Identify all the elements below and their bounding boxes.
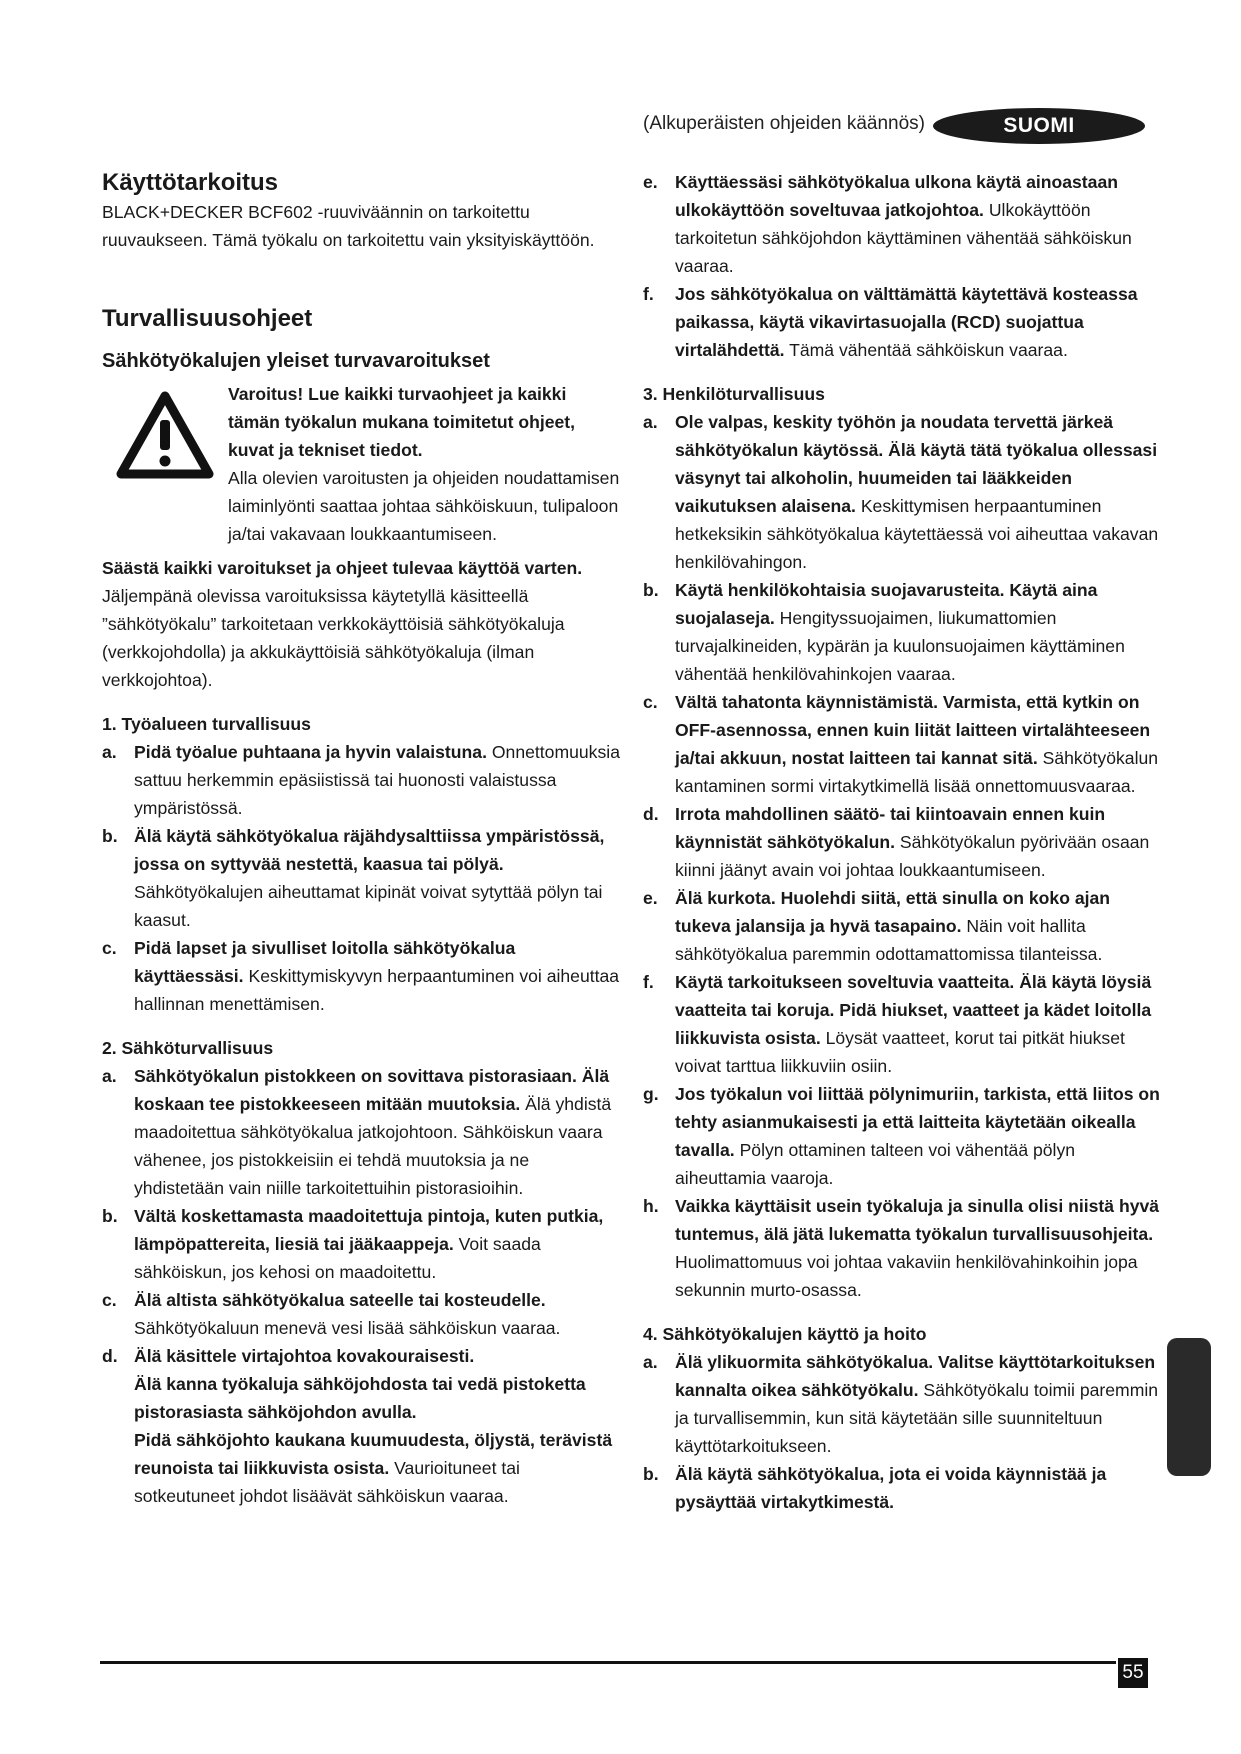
list-item <box>643 884 1163 968</box>
section-4-title: 4. Sähkötyökalujen käyttö ja hoito <box>643 1324 927 1344</box>
save-instructions-bold: Säästä kaikki varoitukset ja ohjeet tulevaa käyttöä varten. <box>102 558 583 578</box>
item-bold: Ole valpas, keskity työhön ja noudata tervettä järkeä sähkötyökalun käytössä. Älä käytä tätä työkalua ollessasi väsynyt tai alkoholin, huumeiden tai lääkkeiden vaikutuksen alaisena. <box>675 412 1158 516</box>
item-continuation <box>102 1426 622 1510</box>
item-marker: b. <box>643 1464 659 1484</box>
item-marker: c. <box>643 692 658 712</box>
item-text: Sähkötyökalun kantaminen sormi virtakytkimellä lisää onnettomuusvaaraa. <box>675 748 1159 796</box>
item-bold: Älä ylikuormita sähkötyökalua. Valitse käyttötarkoituksen kannalta oikea sähkötyökalu. <box>675 1352 1156 1400</box>
item-bold: Pidä työalue puhtaana ja hyvin valaistuna. <box>134 742 487 762</box>
save-instructions-text: Jäljempänä olevissa varoituksissa käytetyllä käsitteellä ”sähkötyökalu” tarkoitetaan verkkokäyttöisiä sähkötyökaluja (verkkojohdolla) ja akkukäyttöisiä sähkötyökaluja (ilman verkkojohtoa). <box>102 586 565 690</box>
item-bold: Vaikka käyttäisit usein työkaluja ja sinulla olisi niistä hyvä tuntemus, älä jätä lukematta työkalun turvallisuusohjeita. <box>675 1196 1160 1244</box>
item-text: Sähkötyökaluun menevä vesi lisää sähköiskun vaaraa. <box>134 1318 561 1338</box>
list-item <box>102 1342 622 1370</box>
list-item <box>643 968 1163 1080</box>
warning-text: Alla olevien varoitusten ja ohjeiden noudattamisen laiminlyönti saattaa johtaa sähköiskuun, tulipaloon ja/tai vakavaan loukkaantumiseen. <box>228 468 620 544</box>
item-marker: a. <box>643 412 658 432</box>
item-bold: Käyttäessäsi sähkötyökalua ulkona käytä ainoastaan ulkokäyttöön soveltuvaa jatkojohtoa. <box>675 172 1118 220</box>
item-marker: g. <box>643 1084 659 1104</box>
item-bold: Sähkötyökalun pistokkeen on sovittava pistorasiaan. Älä koskaan tee pistokkeeseen mitään muutoksia. <box>134 1066 610 1114</box>
item-marker: a. <box>643 1352 658 1372</box>
item-marker: a. <box>102 1066 117 1086</box>
item-text: Sähkötyökalujen aiheuttamat kipinät voivat sytyttää pölyn tai kaasut. <box>134 882 603 930</box>
item-marker: b. <box>643 580 659 600</box>
item-text: Pölyn ottaminen talteen voi vähentää pölyn aiheuttamia vaaroja. <box>675 1140 1076 1188</box>
right-column <box>643 168 1163 1516</box>
item-text: Ulkokäyttöön tarkoitetun sähköjohdon käyttäminen vähentää sähköiskun vaaraa. <box>675 200 1132 276</box>
item-text: Vaurioituneet tai sotkeutuneet johdot lisäävät sähköiskun vaaraa. <box>134 1458 520 1506</box>
section-3-title: 3. Henkilöturvallisuus <box>643 384 825 404</box>
item-bold: Jos sähkötyökalua on välttämättä käytettävä kosteassa paikassa, käytä vikavirtasuojalla (RCD) suojattua virtalähdettä. <box>675 284 1138 360</box>
item-text: Löysät vaatteet, korut tai pitkät hiukset voivat tarttua liikkuviin osiin. <box>675 1028 1125 1076</box>
list-item <box>643 280 1163 364</box>
section-side-tab <box>1167 1338 1211 1476</box>
item-marker: d. <box>102 1346 118 1366</box>
warning-triangle-icon <box>114 390 216 480</box>
item-text: Näin voit hallita sähkötyökalua paremmin odottamattomissa tilanteissa. <box>675 916 1103 964</box>
item-bold: Älä käytä sähkötyökalua, jota ei voida käynnistää ja pysäyttää virtakytkimestä. <box>675 1464 1107 1512</box>
item-bold: Irrota mahdollinen säätö- tai kiintoavain ennen kuin käynnistät sähkötyökalun. <box>675 804 1106 852</box>
item-text: Hengityssuojaimen, liukumattomien turvajalkineiden, kypärän ja kuulonsuojaimen käyttäminen vähentää henkilövahinkojen vaaraa. <box>675 608 1125 684</box>
item-marker: e. <box>643 172 658 192</box>
list-item <box>643 1460 1163 1516</box>
item-bold: Älä käytä sähkötyökalua räjähdysalttiissa ympäristössä, jossa on syttyvää nestettä, kaasua tai pölyä. <box>134 826 605 874</box>
item-bold: Älä kurkota. Huolehdi siitä, että sinulla on koko ajan tukeva jalansija ja hyvä tasapaino. <box>675 888 1111 936</box>
item-marker: h. <box>643 1196 659 1216</box>
item-bold: Käytä henkilökohtaisia suojavarusteita. Käytä aina suojalaseja. <box>675 580 1098 628</box>
item-bold: Jos työkalun voi liittää pölynimuriin, tarkista, että liitos on tehty asianmukaisesti ja että laitteita käytetään oikealla tavalla. <box>675 1084 1160 1160</box>
section-1-title: 1. Työalueen turvallisuus <box>102 714 311 734</box>
safety-heading: Turvallisuusohjeet <box>102 305 313 332</box>
item-text: Voit saada sähköiskun, jos kehosi on maadoitettu. <box>134 1234 541 1282</box>
item-marker: f. <box>643 972 654 992</box>
intended-use-text: BLACK+DECKER BCF602 -ruuviväännin on tarkoitettu ruuvaukseen. Tämä työkalu on tarkoitettu vain yksityiskäyttöön. <box>102 202 595 250</box>
list-item <box>102 1062 622 1202</box>
item-bold: Älä käsittele virtajohtoa kovakouraisesti. <box>134 1346 475 1366</box>
item-continuation: Älä kanna työkaluja sähköjohdosta tai vedä pistoketta pistorasiasta sähköjohdon avulla. <box>134 1374 586 1422</box>
list-item <box>643 168 1163 280</box>
item-text: Keskittymiskyvyn herpaantuminen voi aiheuttaa hallinnan menettämisen. <box>134 966 620 1014</box>
warning-block <box>102 380 622 548</box>
list-item <box>643 800 1163 884</box>
list-item <box>102 934 622 1018</box>
list-item <box>643 688 1163 800</box>
item-marker: c. <box>102 938 117 958</box>
list-item <box>643 1192 1163 1304</box>
item-text: Sähkötyökalu toimii paremmin ja turvallisemmin, kun sitä käytetään sille suunniteltuun käyttötarkoitukseen. <box>675 1380 1159 1456</box>
item-bold: Älä altista sähkötyökalua sateelle tai kosteudelle. <box>134 1290 546 1310</box>
item-marker: f. <box>643 284 654 304</box>
language-tab: SUOMI <box>933 108 1145 144</box>
item-marker: d. <box>643 804 659 824</box>
item-bold: Vältä koskettamasta maadoitettuja pintoja, kuten putkia, lämpöpattereita, liesiä tai jääkaappeja. <box>134 1206 604 1254</box>
warning-bold-text: Varoitus! Lue kaikki turvaohjeet ja kaikki tämän työkalun mukana toimitetut ohjeet, kuvat ja tekniset tiedot. <box>228 384 576 460</box>
page-number: 55 <box>1118 1658 1148 1688</box>
translation-note: (Alkuperäisten ohjeiden käännös) <box>643 113 926 134</box>
left-column <box>102 168 622 1510</box>
list-item <box>102 1286 622 1342</box>
item-bold: Vältä tahatonta käynnistämistä. Varmista, että kytkin on OFF-asennossa, ennen kuin liität laitteen virtalähteeseen ja/tai akkuun, nostat laitteen tai kannat sitä. <box>675 692 1151 768</box>
intended-use-heading: Käyttötarkoitus <box>102 169 279 196</box>
item-bold: Pidä lapset ja sivulliset loitolla sähkötyökalua käyttäessäsi. <box>134 938 516 986</box>
footer-rule <box>100 1661 1116 1664</box>
general-warnings-heading: Sähkötyökalujen yleiset turvavaroitukset <box>102 350 490 372</box>
list-item <box>643 1080 1163 1192</box>
item-text: Sähkötyökalun pyörivään osaan kiinni jäänyt avain voi johtaa loukkaantumiseen. <box>675 832 1150 880</box>
item-text: Älä yhdistä maadoitettua sähkötyökalua jatkojohtoon. Sähköiskun vaara vähenee, jos pistokkeisiin ei tehdä muutoksia ja ne yhdistetään vain niille tarkoitettuihin pistorasioihin. <box>134 1094 612 1198</box>
item-text: Onnettomuuksia sattuu herkemmin epäsiistissä tai huonosti valaistussa ympäristössä. <box>134 742 620 818</box>
list-item <box>643 576 1163 688</box>
item-marker: e. <box>643 888 658 908</box>
item-marker: b. <box>102 826 118 846</box>
item-marker: a. <box>102 742 117 762</box>
item-text: Keskittymisen herpaantuminen hetkeksikin sähkötyökalua käytettäessä voi aiheuttaa vakavan henkilövahingon. <box>675 496 1159 572</box>
section-2-title: 2. Sähköturvallisuus <box>102 1038 274 1058</box>
list-item <box>102 822 622 934</box>
item-bold: Käytä tarkoitukseen soveltuvia vaatteita. Älä käytä löysiä vaatteita tai koruja. Pidä hiukset, vaatteet ja kädet loitolla liikkuvista osista. <box>675 972 1152 1048</box>
item-text: Huolimattomuus voi johtaa vakaviin henkilövahinkoihin jopa sekunnin murto-osassa. <box>675 1252 1138 1300</box>
list-item <box>643 1348 1163 1460</box>
list-item <box>643 408 1163 576</box>
item-bold: Pidä sähköjohto kaukana kuumuudesta, öljystä, terävistä reunoista tai liikkuvista osista. <box>134 1430 613 1478</box>
list-item <box>102 738 622 822</box>
list-item <box>102 1202 622 1286</box>
item-marker: b. <box>102 1206 118 1226</box>
item-marker: c. <box>102 1290 117 1310</box>
item-text: Tämä vähentää sähköiskun vaaraa. <box>789 340 1068 360</box>
